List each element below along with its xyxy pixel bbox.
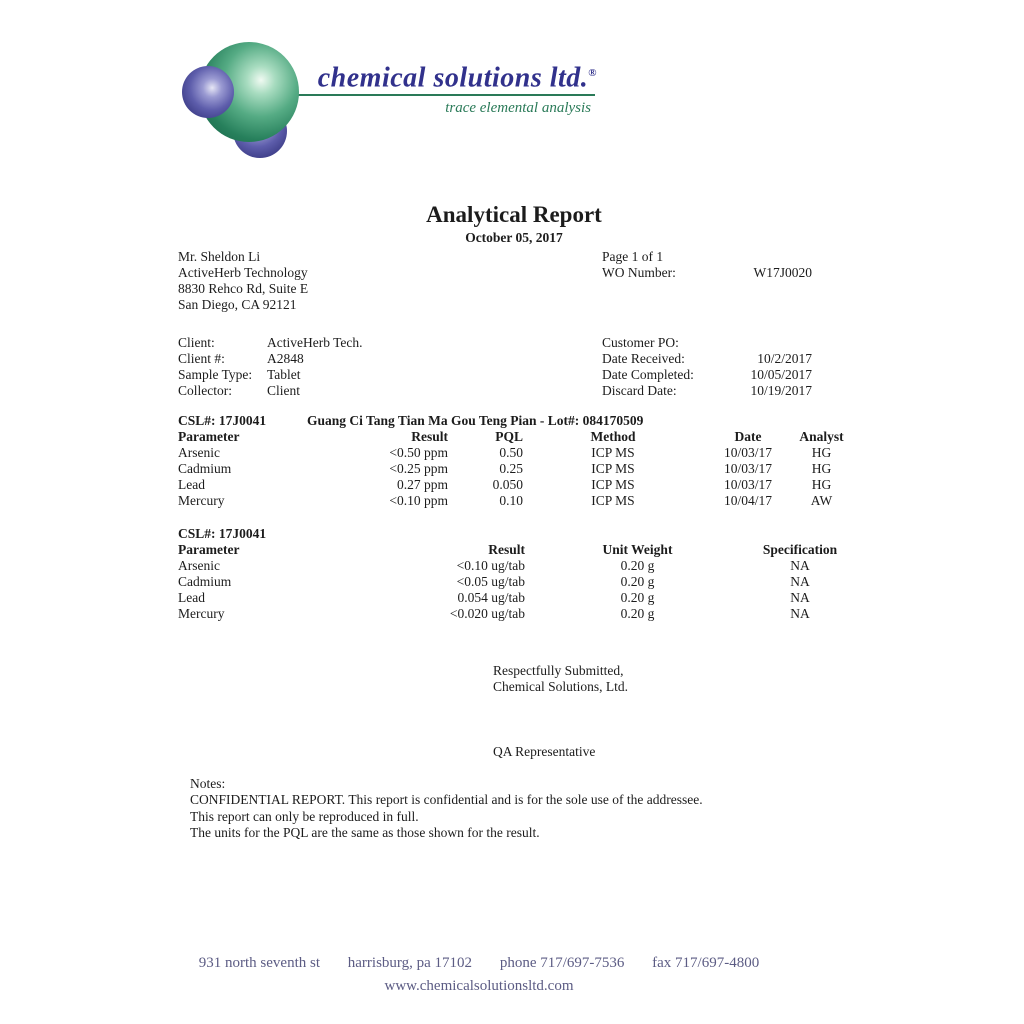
wo-number-row: [602, 265, 812, 281]
unit-weight-table: [178, 526, 850, 622]
table-cell: 10/03/17: [723, 461, 772, 476]
footer-address: 931 north seventh st: [198, 955, 321, 971]
footer-website: www.chemicalsolutionsltd.com: [384, 978, 574, 994]
table-cell: NA: [790, 558, 810, 573]
client-row: [178, 367, 363, 383]
table-cell: 0.10: [499, 493, 523, 508]
client-label: Client:: [178, 335, 215, 350]
footer-phone: phone 717/697-7536: [499, 955, 625, 971]
table-cell: 0.20 g: [620, 606, 655, 621]
order-row: [602, 367, 812, 383]
client-row: [178, 383, 363, 399]
sample-type-value: Tablet: [267, 367, 301, 382]
addressee-street: 8830 Rehco Rd, Suite E: [178, 281, 309, 296]
footer-fax: fax 717/697-4800: [652, 955, 760, 971]
results-table: [178, 413, 850, 509]
table-cell: HG: [811, 461, 832, 476]
date-completed-label: Date Completed:: [602, 367, 694, 382]
table-cell: ICP MS: [591, 445, 635, 460]
table-cell: 0.20 g: [620, 574, 655, 589]
addressee-city: San Diego, CA 92121: [178, 297, 297, 312]
table-cell: HG: [811, 477, 832, 492]
table-cell: <0.020 ug/tab: [449, 606, 525, 621]
molecule-sphere-purple-left-icon: [182, 66, 234, 118]
table-cell: AW: [810, 493, 833, 508]
table-cell: Cadmium: [178, 461, 232, 476]
table-cell: Arsenic: [178, 445, 220, 460]
table-cell: NA: [790, 574, 810, 589]
table-cell: 10/03/17: [723, 477, 772, 492]
order-info-block: [602, 335, 812, 399]
table-cell: 0.27 ppm: [396, 477, 448, 492]
page-title: Analytical Report: [426, 202, 602, 227]
date-received-label: Date Received:: [602, 351, 685, 366]
notes-heading: Notes:: [190, 776, 226, 791]
results-grid: [178, 429, 850, 509]
table-cell: HG: [811, 445, 832, 460]
table-cell: <0.10 ppm: [389, 493, 448, 508]
table-cell: NA: [790, 606, 810, 621]
table-cell: Mercury: [178, 493, 225, 508]
column-header: Analyst: [799, 429, 844, 444]
footer-city: harrisburg, pa 17102: [347, 955, 473, 971]
column-header: Parameter: [178, 542, 240, 557]
client-row: [178, 351, 363, 367]
table-cell: 10/04/17: [723, 493, 772, 508]
order-row: [602, 383, 812, 399]
page-number: Page 1 of 1: [602, 249, 664, 264]
logo-text-block: [300, 58, 597, 116]
column-header: Unit Weight: [602, 542, 673, 557]
table-cell: ICP MS: [591, 493, 635, 508]
table-cell: <0.25 ppm: [389, 461, 448, 476]
report-date: October 05, 2017: [465, 230, 563, 245]
client-info-block: [178, 335, 363, 399]
column-header: Date: [734, 429, 762, 444]
table-cell: Lead: [178, 477, 205, 492]
table-cell: 0.20 g: [620, 558, 655, 573]
client-number-label: Client #:: [178, 351, 225, 366]
table-cell: ICP MS: [591, 477, 635, 492]
qa-representative-label: QA Representative: [493, 744, 596, 759]
note-line: This report can only be reproduced in full.: [190, 808, 419, 824]
table-cell: 0.050: [492, 477, 523, 492]
title-block: [0, 202, 1024, 246]
note-line: CONFIDENTIAL REPORT. This report is confidential and is for the sole use of the addressee.: [190, 792, 703, 808]
sample-title: Guang Ci Tang Tian Ma Gou Teng Pian - Lot#: 084170509: [307, 413, 644, 428]
column-header: Result: [488, 542, 525, 557]
column-header: PQL: [495, 429, 523, 444]
discard-date-label: Discard Date:: [602, 383, 677, 398]
table-cell: <0.10 ug/tab: [456, 558, 525, 573]
signature-block: [493, 663, 628, 695]
table-cell: 0.20 g: [620, 590, 655, 605]
table-cell: Mercury: [178, 606, 225, 621]
table-cell: NA: [790, 590, 810, 605]
addressee-block: [178, 249, 308, 313]
table-cell: 0.054 ug/tab: [457, 590, 525, 605]
client-number-value: A2848: [267, 351, 304, 366]
table-cell: Arsenic: [178, 558, 220, 573]
column-header: Method: [590, 429, 636, 444]
collector-label: Collector:: [178, 383, 232, 398]
wo-number-value: W17J0020: [753, 265, 812, 280]
table-cell: 10/03/17: [723, 445, 772, 460]
table-cell: <0.50 ppm: [389, 445, 448, 460]
column-header: Parameter: [178, 429, 240, 444]
unit-weight-grid: [178, 542, 850, 622]
signature-line2: Chemical Solutions, Ltd.: [493, 679, 628, 694]
csl-number: CSL#: 17J0041: [178, 413, 267, 428]
sample-type-label: Sample Type:: [178, 367, 253, 382]
registered-trademark-icon: ®: [588, 67, 597, 79]
table-cell: Lead: [178, 590, 205, 605]
wo-number-label: WO Number:: [602, 265, 676, 280]
company-name-text: chemical solutions ltd.: [317, 62, 589, 94]
footer-block: [94, 952, 864, 998]
signature-line1: Respectfully Submitted,: [493, 663, 624, 678]
addressee-name: Mr. Sheldon Li: [178, 249, 261, 264]
customer-po-label: Customer PO:: [602, 335, 679, 350]
addressee-company: ActiveHerb Technology: [178, 265, 308, 280]
order-row: [602, 351, 812, 367]
unit-table-caption: [178, 526, 850, 542]
table-cell: 0.50: [499, 445, 523, 460]
company-tagline: trace elemental analysis: [445, 100, 591, 117]
client-row: [178, 335, 363, 351]
discard-date-value: 10/19/2017: [750, 383, 812, 398]
table-cell: ICP MS: [591, 461, 635, 476]
company-name: [300, 58, 597, 93]
csl-number: CSL#: 17J0041: [178, 526, 267, 541]
table-cell: 0.25: [499, 461, 523, 476]
table-cell: <0.05 ug/tab: [456, 574, 525, 589]
client-value: ActiveHerb Tech.: [267, 335, 363, 350]
results-table-caption: [178, 413, 850, 429]
collector-value: Client: [267, 383, 300, 398]
notes-block: [190, 776, 703, 841]
order-row: [602, 335, 812, 351]
page-info-block: [602, 249, 812, 281]
column-header: Result: [411, 429, 448, 444]
column-header: Specification: [762, 542, 838, 557]
table-cell: Cadmium: [178, 574, 232, 589]
note-line: The units for the PQL are the same as those shown for the result.: [190, 824, 540, 840]
date-completed-value: 10/05/2017: [750, 367, 812, 382]
date-received-value: 10/2/2017: [757, 351, 812, 366]
footer-contact-line: [94, 952, 864, 975]
